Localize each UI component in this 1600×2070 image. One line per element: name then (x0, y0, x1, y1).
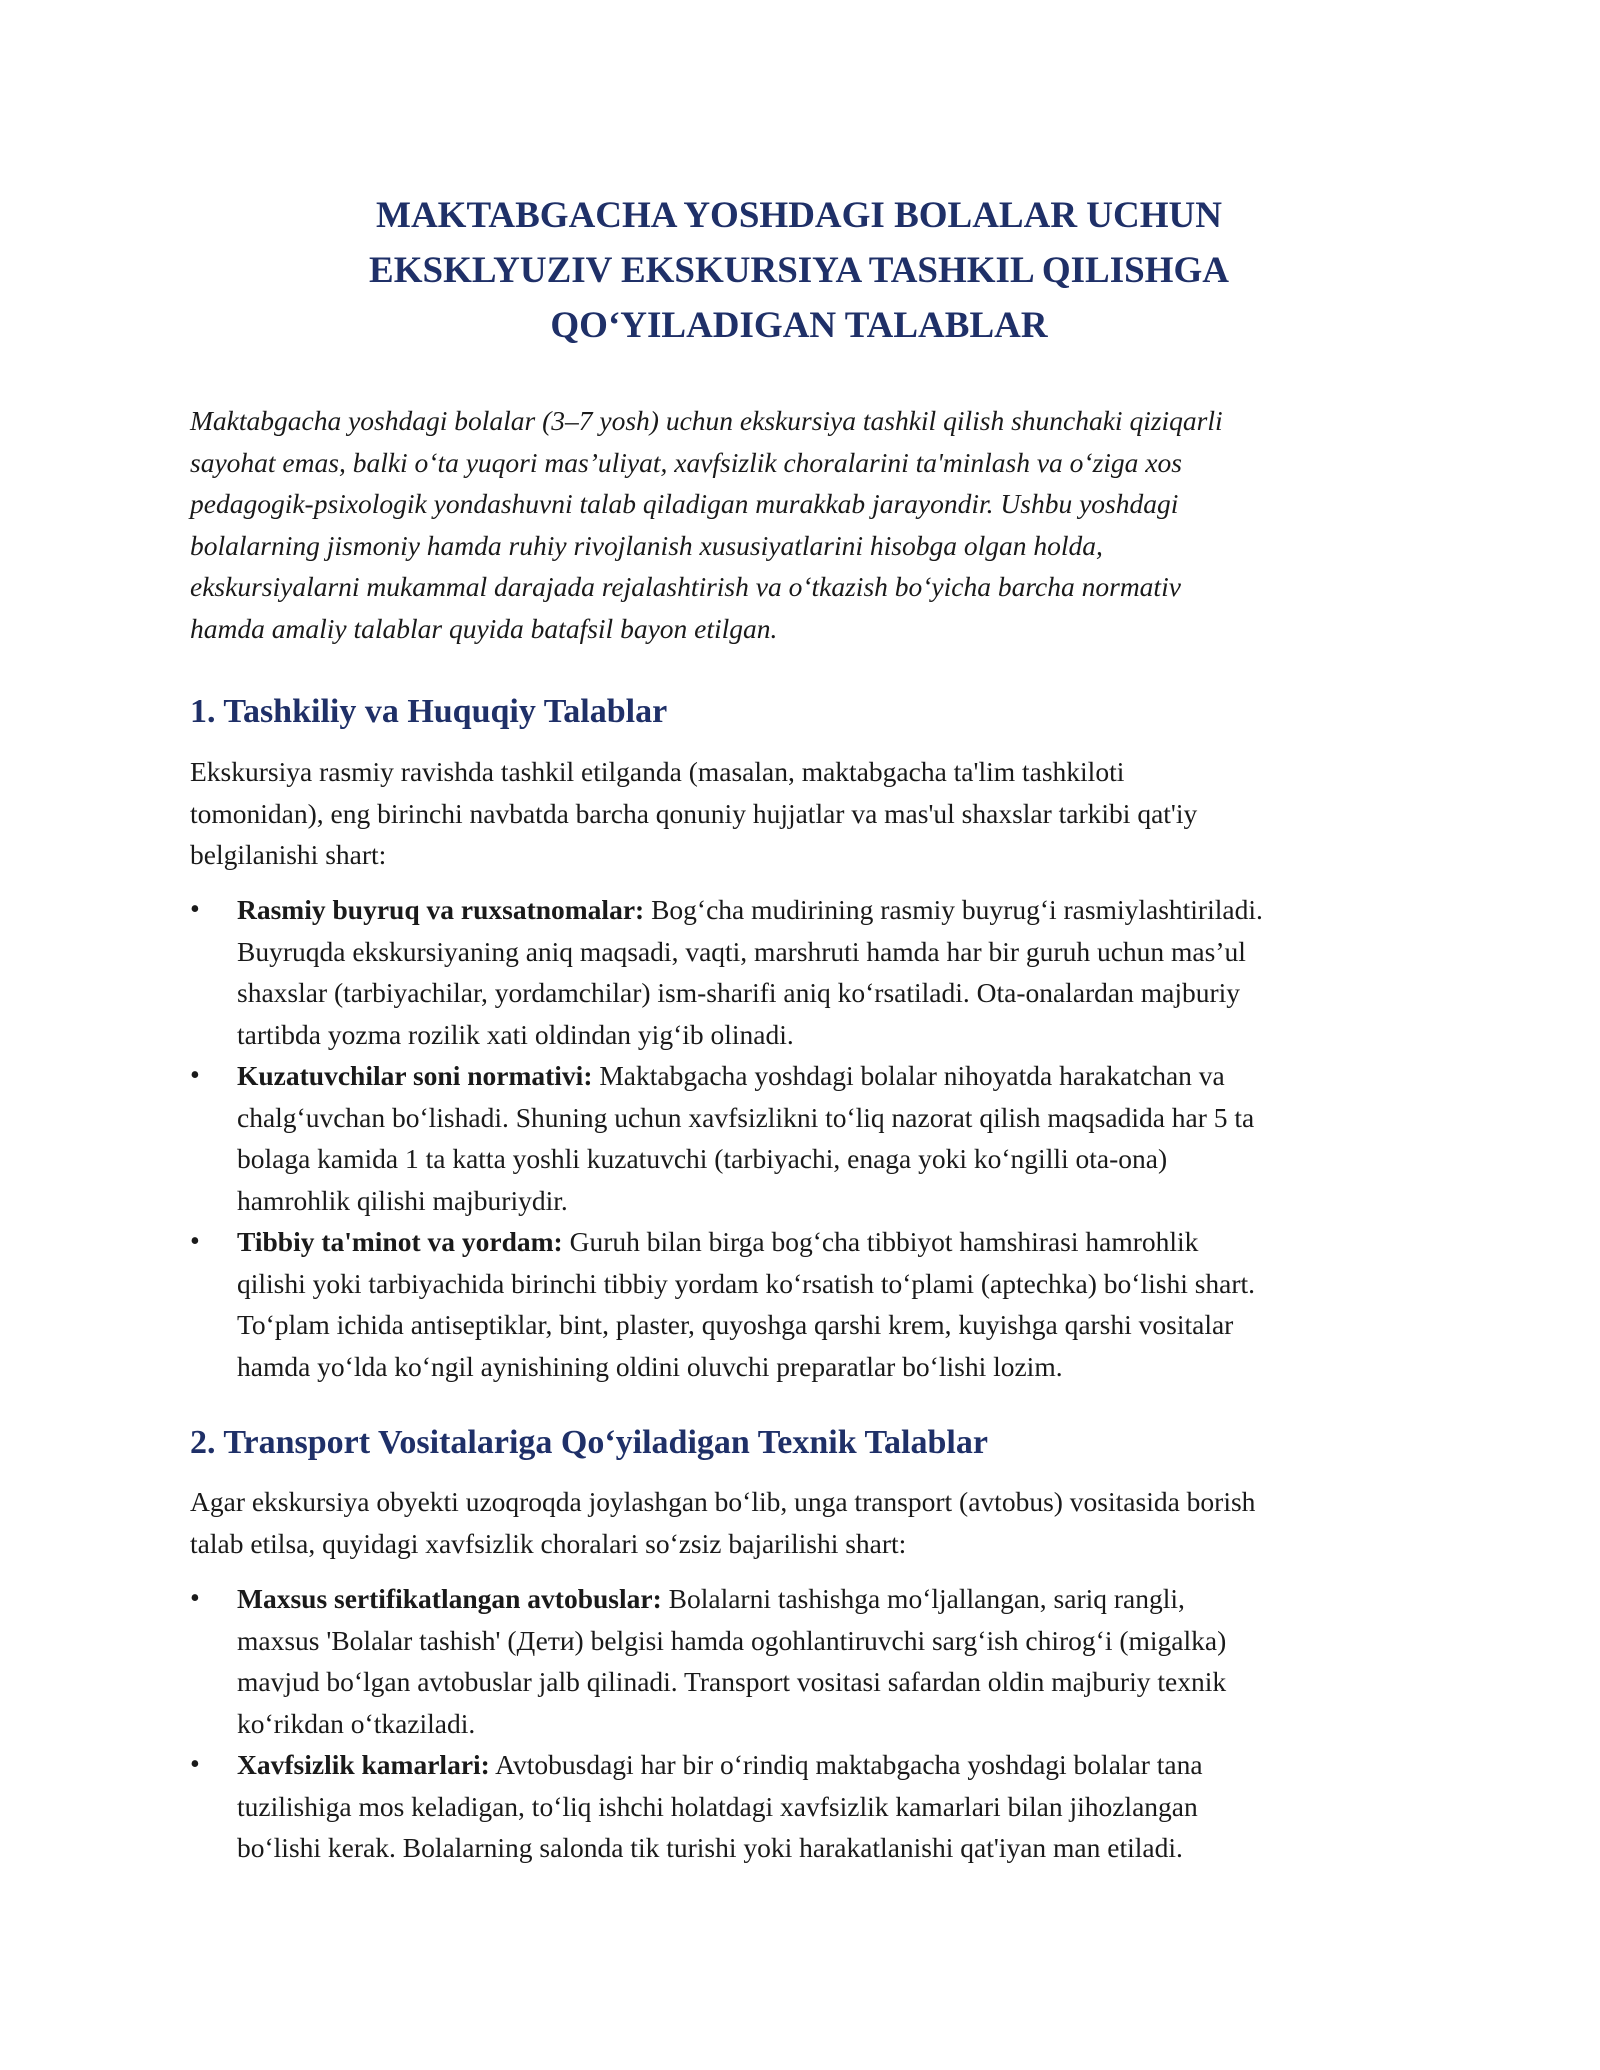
list-item-first-line (237, 1744, 1430, 1786)
list-item-line: bo‘lishi kerak. Bolalarning salonda tik turishi yoki harakatlanishi qat'iyan man etiladi. (237, 1832, 1183, 1863)
bullet-icon: • (190, 894, 200, 925)
list-item-line: To‘plam ichida antiseptiklar, bint, plaster, quyoshga qarshi krem, kuyishga qarshi vositalar (237, 1309, 1234, 1340)
list-item (190, 889, 1430, 1055)
intro-line: pedagogik-psixologik yondashuvni talab qiladigan murakkab jarayondir. Ushbu yoshdagi (190, 488, 1179, 519)
list-item-first-line (237, 1055, 1430, 1097)
list-item-text: Avtobusdagi har bir o‘rindiq maktabgacha yoshdagi bolalar tana (489, 1749, 1203, 1780)
list-item-first-line (237, 889, 1430, 931)
paragraph-line: talab etilsa, quyidagi xavfsizlik choralari so‘zsiz bajarilishi shart: (190, 1527, 907, 1559)
list-item-text: Bog‘cha mudirining rasmiy buyrug‘i rasmiylashtiriladi. (644, 894, 1263, 925)
intro-line: ekskursiyalarni mukammal darajada rejalashtirish va o‘tkazish bo‘yicha barcha normativ (190, 571, 1181, 602)
list-item-text: Guruh bilan birga bog‘cha tibbiyot hamshirasi hamrohlik (562, 1226, 1199, 1257)
paragraph-line: Agar ekskursiya obyekti uzoqroqda joylashgan bo‘lib, unga transport (avtobus) vositasida borish (190, 1486, 1256, 1517)
section-heading: 2. Transport Vositalariga Qo‘yiladigan Texnik Talablar (190, 1424, 988, 1461)
title-line: EKSKLYUZIV EKSKURSIYA TASHKIL QILISHGA (369, 250, 1229, 291)
list-item-line: ko‘rikdan o‘tkaziladi. (237, 1707, 476, 1739)
section-paragraph (190, 1481, 1430, 1564)
paragraph-line: tomonidan), eng birinchi navbatda barcha qonuniy hujjatlar va mas'ul shaxslar tarkibi qat'iy (190, 797, 1198, 829)
bullet-icon: • (190, 1583, 200, 1614)
document-title (190, 188, 1408, 353)
intro-paragraph (190, 400, 1420, 649)
list-item-first-line (237, 1578, 1430, 1620)
list-item-line: hamrohlik qilishi majburiydir. (237, 1184, 568, 1216)
list-item-term: Tibbiy ta'minot va yordam: (237, 1226, 563, 1257)
intro-line: bolalarning jismoniy hamda ruhiy rivojlanish xususiyatlarini hisobga olgan holda, (190, 529, 1103, 561)
list-item-line: Buyruqda ekskursiyaning aniq maqsadi, vaqti, marshruti hamda har bir guruh uchun mas’ul (237, 935, 1246, 967)
list-item-text: Bolalarni tashishga mo‘ljallangan, sariq rangli, (661, 1583, 1185, 1614)
list-item-first-line (237, 1221, 1430, 1263)
list-item (190, 1578, 1430, 1744)
list-item-term: Kuzatuvchilar soni normativi: (237, 1060, 593, 1091)
list-item-line: mavjud bo‘lgan avtobuslar jalb qilinadi. Transport vositasi safardan oldin majburiy texnik (237, 1666, 1227, 1697)
list-item-term: Xavfsizlik kamarlari: (237, 1749, 490, 1780)
list-item-term: Maxsus sertifikatlangan avtobuslar: (237, 1583, 662, 1614)
list-item (190, 1221, 1430, 1387)
paragraph-line: belgilanishi shart: (190, 839, 387, 870)
list-item-term: Rasmiy buyruq va ruxsatnomalar: (237, 894, 645, 925)
list-item-line: hamda yo‘lda ko‘ngil aynishining oldini oluvchi preparatlar bo‘lishi lozim. (237, 1350, 1063, 1382)
list-item-line: tartibda yozma rozilik xati oldindan yig‘ib olinadi. (237, 1018, 794, 1050)
bullet-icon: • (190, 1060, 200, 1091)
list-item-line: chalg‘uvchan bo‘lishadi. Shuning uchun xavfsizlikni to‘liq nazorat qilish maqsadida har 5 ta (237, 1101, 1255, 1133)
section-heading: 1. Tashkiliy va Huquqiy Talablar (190, 693, 668, 730)
list-item-line: maxsus 'Bolalar tashish' (Дети) belgisi hamda ogohlantiruvchi sarg‘ish chirog‘i (migalka) (237, 1624, 1227, 1656)
list-item-line: shaxslar (tarbiyachilar, yordamchilar) ism-sharifi aniq ko‘rsatiladi. Ota-onalardan majburiy (237, 977, 1241, 1008)
section-paragraph (190, 751, 1430, 876)
list-item (190, 1744, 1430, 1869)
title-line: QO‘YILADIGAN TALABLAR (550, 305, 1048, 346)
intro-line: Maktabgacha yoshdagi bolalar (3–7 yosh) uchun ekskursiya tashkil qilish shunchaki qiziqarli (190, 405, 1223, 436)
list-item-line: qilishi yoki tarbiyachida birinchi tibbiy yordam ko‘rsatish to‘plami (aptechka) bo‘lishi shart. (237, 1267, 1256, 1299)
list-item-line: bolaga kamida 1 ta katta yoshli kuzatuvchi (tarbiyachi, enaga yoki ko‘ngilli ota-ona) (237, 1143, 1168, 1174)
bullet-icon: • (190, 1749, 200, 1780)
bullet-list (190, 1578, 1430, 1869)
list-item (190, 1055, 1430, 1221)
list-item-line: tuzilishiga mos keladigan, to‘liq ishchi holatdagi xavfsizlik kamarlari bilan jihozlangan (237, 1790, 1198, 1822)
bullet-list (190, 889, 1430, 1387)
intro-line: sayohat emas, balki o‘ta yuqori mas’uliyat, xavfsizlik choralarini ta'minlash va o‘ziga xos (190, 446, 1182, 478)
intro-line: hamda amaliy talablar quyida batafsil bayon etilgan. (190, 612, 778, 644)
list-item-text: Maktabgacha yoshdagi bolalar nihoyatda harakatchan va (592, 1060, 1225, 1091)
title-line: MAKTABGACHA YOSHDAGI BOLALAR UCHUN (376, 195, 1222, 236)
bullet-icon: • (190, 1226, 200, 1257)
paragraph-line: Ekskursiya rasmiy ravishda tashkil etilganda (masalan, maktabgacha ta'lim tashkiloti (190, 756, 1125, 787)
